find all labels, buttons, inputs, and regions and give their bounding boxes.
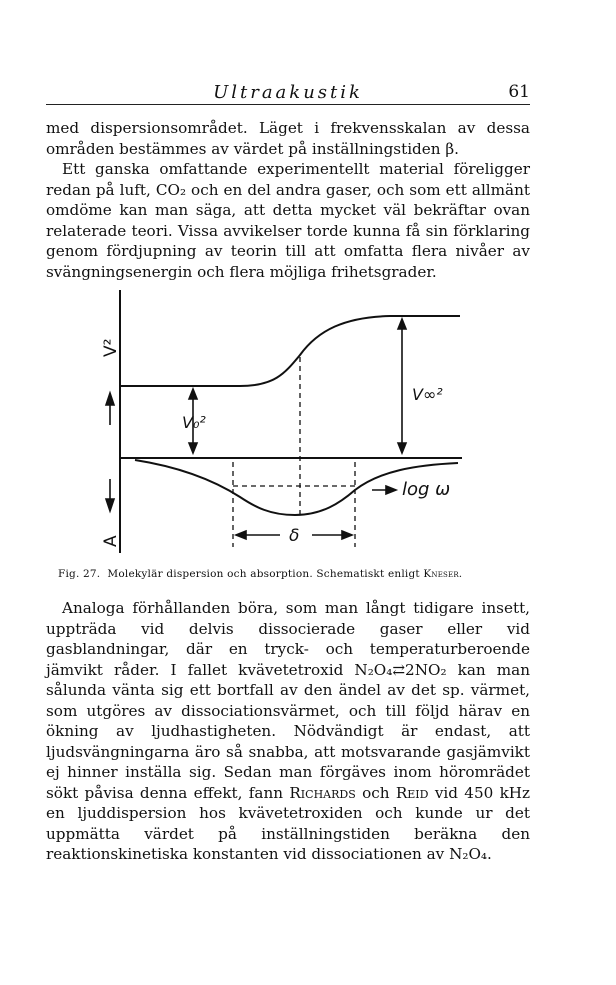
figure-number: Fig. 27. <box>58 568 101 580</box>
paragraph-3-part1: Analoga förhållanden böra, som man långt tidigare insett, uppträda vid delvis dissocierade gaser eller vid gasblandningar, där en tryck- och temperaturberoende jämvikt råder. I fallet kvävetetroxid N₂O₄⇄2NO₂ kan man sålunda vänta sig ett bortfall av den ändel av det sp. värmet, som utgöres av dissociationsvärmet, och till följd härav en ökning av ljudhastigheten. Nödvändigt är endast, att ljudsvängningarna äro så snabba, att motsvarande gasjämvikt ej hinner inställa sig. Sedan man förgäves inom höromrädet sökt påvisa denna effekt, fann <box>46 599 530 802</box>
vinf-arrowhead-down <box>398 443 406 453</box>
caption-text: Molekylär dispersion och absorption. Schematiskt enligt <box>107 568 420 580</box>
dispersion-curve <box>120 316 460 386</box>
caption-author: Kneser. <box>423 568 463 580</box>
author-richards: Richards <box>289 783 356 802</box>
absorption-label: A <box>101 535 121 547</box>
paragraph-3-part3: vid 450 kHz en ljuddispersion hos kvävetetroxiden och kunde ur det uppmätta värdet på inställningstiden beräkna den reaktionskinetiska konstanten vid dissociationen av N₂O₄. <box>46 783 531 863</box>
page-number: 61 <box>508 82 530 102</box>
running-header <box>46 80 530 105</box>
delta-arrowhead-left <box>236 531 246 539</box>
log-omega-arrowhead <box>386 486 396 494</box>
figure-27 <box>90 285 470 560</box>
vinf-arrowhead-up <box>398 319 406 329</box>
dispersion-absorption-diagram <box>90 285 470 560</box>
paragraph-2: Ett ganska omfattande experimentellt material föreligger redan på luft, CO₂ och en del andra gaser, och som ett allmänt omdöme kan man säga, att detta mycket väl bekräftar ovan relaterade teori. Vissa avvikelser torde kunna få sin förklaring genom fördjupning av teorin till att omfatta flera nivåer av svängningsenergin och flera möjliga frihetsgrader. <box>46 160 530 281</box>
vinf-squared-label: V∞² <box>412 385 443 404</box>
v0-arrowhead-up <box>189 389 197 399</box>
delta-arrowhead-right <box>342 531 352 539</box>
v0-squared-label: V₀² <box>182 413 206 432</box>
paragraph-1: med dispersionsområdet. Läget i frekvensskalan av dessa områden bestämmes av värdet på inställningstiden β. <box>46 119 530 158</box>
v-squared-axis-arrowhead <box>106 393 114 405</box>
v-squared-label: V² <box>101 338 121 357</box>
paragraph-3 <box>46 598 530 865</box>
running-title: Ultraakustik <box>213 82 363 103</box>
absorption-axis-arrowhead <box>106 499 114 511</box>
delta-label: δ <box>289 526 300 546</box>
v0-arrowhead-down <box>189 443 197 453</box>
log-omega-label: log ω <box>402 479 451 500</box>
author-reid: Reid <box>395 783 429 802</box>
figure-caption <box>58 568 536 580</box>
paragraph-3-part2: och <box>362 783 390 802</box>
